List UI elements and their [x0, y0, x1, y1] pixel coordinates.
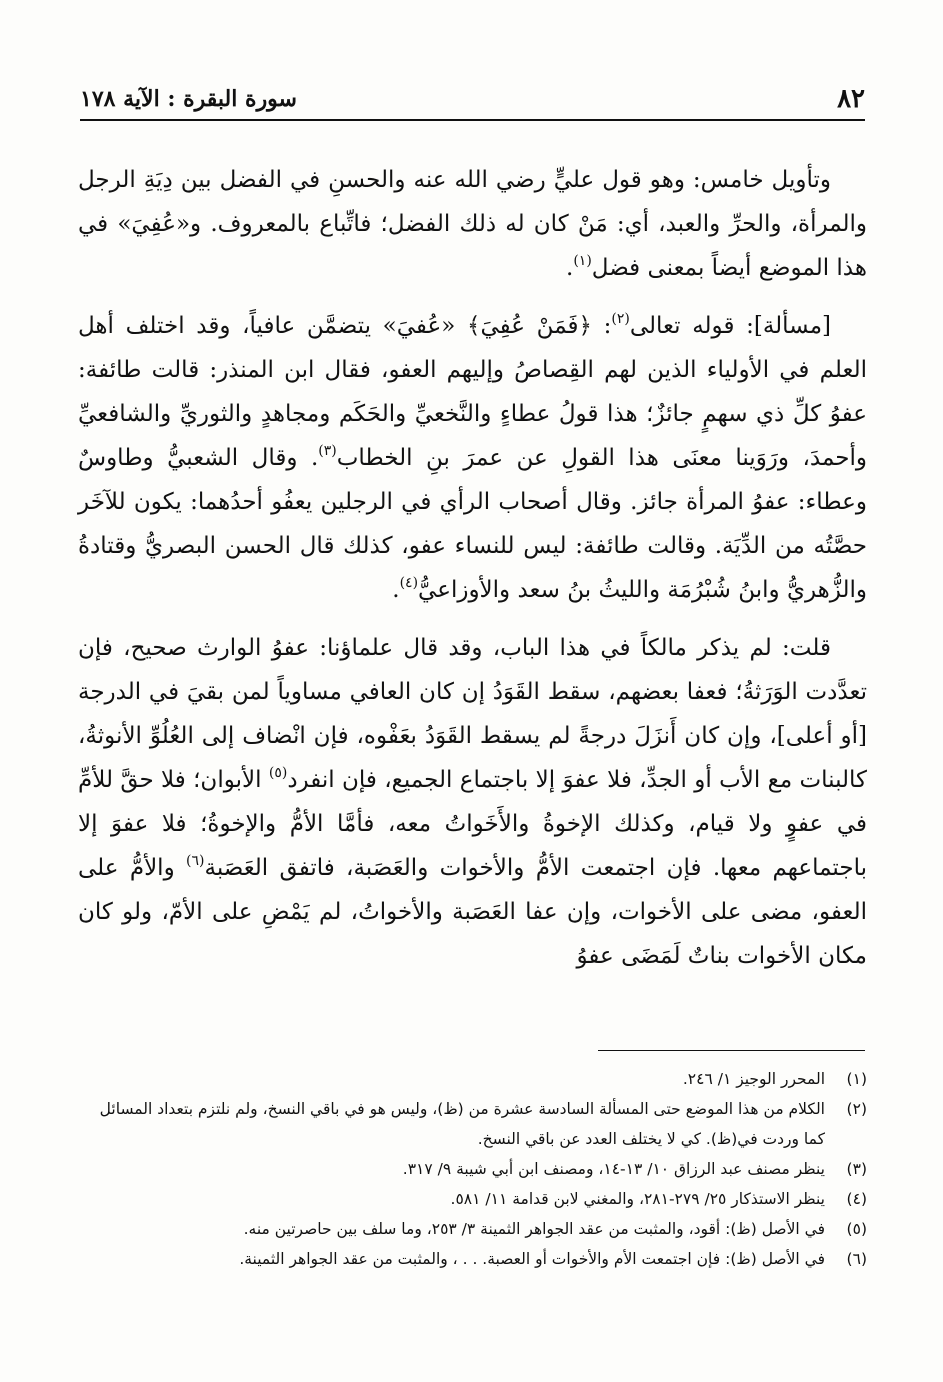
footnote-ref[interactable]: (٤) [399, 575, 419, 591]
footnote [78, 1184, 867, 1214]
footnote [78, 1064, 867, 1094]
footnote-separator [598, 1050, 865, 1051]
paragraph [78, 158, 867, 290]
text-segment: قلت: لم يذكر مالكاً في هذا الباب، وقد قال علماؤنا: عفوُ الوارث صحيح، فإن تعدَّدت الوَرَثةُ؛ فعفا بعضهم، سقط القَوَدُ إن كان العافي مساوياً لمن بقيَ في الدرجة [أو أعلى]، وإن كان أَنزَلَ درجةً لم يسقط القَوَدُ بعَفْوه، فإن انْضاف إلى العُلُوِّ الأنوثةُ، كالبنات مع الأب أو الجدِّ، فلا عفوَ إلا باجتماع الجميع، فإن انفرد [78, 635, 867, 793]
paragraph [78, 304, 867, 612]
footnote [78, 1154, 867, 1184]
main-text [78, 158, 867, 978]
footnote-text: في الأصل (ظ): فإن اجتمعت الأم والأخوات أو العصبة. . . ، والمثبت من عقد الجواهر الثمينة. [239, 1250, 825, 1268]
footnote-text: الكلام من هذا الموضع حتى المسألة السادسة عشرة من (ظ)، وليس هو في باقي النسخ، ولم نلتزم بتعداد المسائل كما وردت في(ظ). كي لا يختلف العدد عن باقي النسخ. [99, 1100, 825, 1148]
text-segment: وتأويل خامس: وهو قول عليٍّ رضي الله عنه والحسنِ في الفضل بين دِيَةِ الرجل والمرأة، والحرِّ والعبد، أي: مَنْ كان له ذلك الفضل؛ فاتِّباع بالمعروف. و«عُفِيَ» في هذا الموضع أيضاً بمعنى فضل [78, 167, 867, 281]
header-rule [80, 119, 865, 121]
page-number: ٨٢ [837, 84, 865, 114]
footnote-text: المحرر الوجيز ١/ ٢٤٦. [682, 1070, 825, 1088]
footnote-number: (٦) [846, 1250, 867, 1268]
text-segment: . [392, 577, 400, 603]
footnote-number: (٢) [846, 1100, 867, 1118]
footnote-number: (٤) [846, 1190, 867, 1208]
footnote-ref[interactable]: (٥) [268, 765, 288, 781]
footnote [78, 1094, 867, 1154]
text-segment: : ﴿فَمَنْ عُفِيَ﴾ «عُفيَ» يتضمَّن عافياً، وقد اختلف أهل العلم في الأولياء الذين لهم القِصاصُ وإليهم العفو، فقال ابن المنذر: قالت طائفة: عفوُ كلِّ ذي سهمٍ جائزٌ؛ هذا قولُ عطاءٍ والنَّخعيِّ والحَكَم ومجاهدٍ والثوريِّ والشافعيِّ وأحمدَ، ورَوَينا معنَى هذا القولِ عن عمرَ بنِ الخطاب [78, 313, 867, 471]
text-segment: . وقال الشعبيُّ وطاوسٌ وعطاء: عفوُ المرأة جائز. وقال أصحاب الرأي في الرجلين يعفُو أحدُهما: يكون للآخَر حصَّتُه من الدِّيَة. وقالت طائفة: ليس للنساء عفو، كذلك قال الحسن البصريُّ وقتادةُ والزُّهريُّ وابنُ شُبْرُمَة والليثُ بنُ سعد والأوزاعيُّ [78, 445, 867, 603]
text-segment: [مسألة]: قوله تعالى [629, 313, 831, 339]
footnote-ref[interactable]: (١) [573, 253, 592, 269]
footnote-text: في الأصل (ظ): أقود، والمثبت من عقد الجواهر الثمينة ٣/ ٢٥٣، وما سلف بين حاصرتين منه. [243, 1220, 825, 1238]
text-segment: . [566, 255, 574, 281]
text-segment: الأبوان؛ فلا حقَّ للأمِّ في عفوٍ ولا قيام، وكذلك الإخوةُ والأَخَواتُ معه، فأمَّا الأمُّ والإخوةُ؛ فلا عفوَ إلا باجتماعهم معها. فإن اجتمعت الأمُّ والأخوات والعَصَبة، فاتفق العَصَبة [78, 767, 867, 881]
footnote-ref[interactable]: (٢) [611, 311, 630, 327]
footnote-number: (٥) [846, 1220, 867, 1238]
footnote-ref[interactable]: (٣) [318, 443, 337, 459]
text-segment: والأمُّ على العفو، مضى على الأخوات، وإن عفا العَصَبة والأخواتُ، لم يَمْضِ على الأمّ، ولو كان مكان الأخوات بناتٌ لَمَضَى عفوُ [78, 855, 867, 969]
footnote-ref[interactable]: (٦) [186, 853, 205, 869]
footnotes [78, 1064, 867, 1274]
footnote-text: ينظر مصنف عبد الرزاق ١٠/ ١٣-١٤، ومصنف ابن أبي شيبة ٩/ ٣١٧. [402, 1160, 825, 1178]
footnote-number: (٣) [846, 1160, 867, 1178]
footnote [78, 1244, 867, 1274]
page-header [80, 78, 865, 116]
footnote [78, 1214, 867, 1244]
footnote-number: (١) [846, 1070, 867, 1088]
paragraph [78, 626, 867, 978]
footnote-text: ينظر الاستذكار ٢٥/ ٢٧٩-٢٨١، والمغني لابن قدامة ١١/ ٥٨١. [450, 1190, 825, 1208]
running-title: سورة البقرة : الآية ١٧٨ [80, 86, 297, 112]
